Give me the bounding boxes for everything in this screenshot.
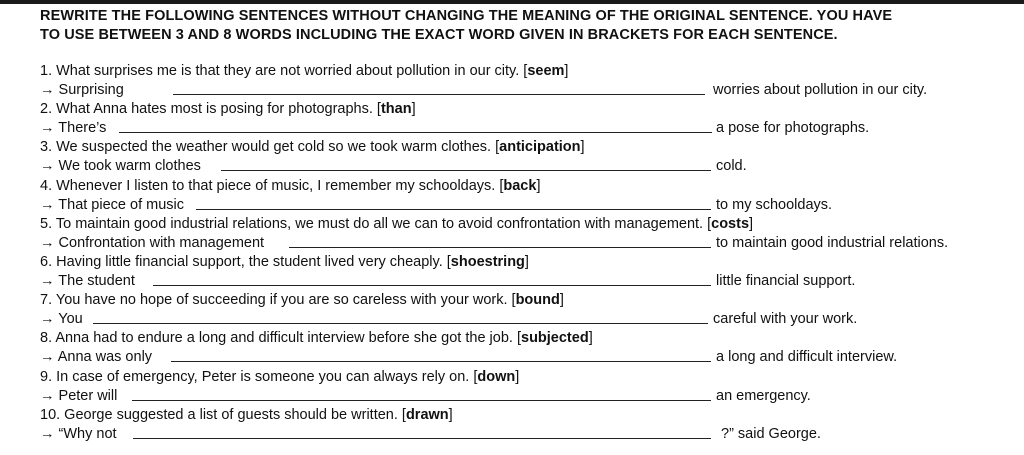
question-text: 3. We suspected the weather would get cold so we took warm clothes. [anticipation] — [40, 139, 585, 156]
exercise-item — [40, 329, 1000, 367]
exercise-item — [40, 368, 1000, 406]
answer-line — [40, 425, 1000, 444]
question-sentence: 10. George suggested a list of guests should be written. — [40, 406, 398, 423]
exercise-item — [40, 62, 1000, 100]
answer-tail: to my schooldays. — [716, 196, 833, 213]
answer-blank[interactable] — [153, 285, 711, 286]
answer-lead: → Confrontation with management — [40, 234, 265, 251]
answer-blank[interactable] — [119, 132, 712, 133]
answer-blank[interactable] — [173, 94, 705, 95]
answer-lead: → The student — [40, 273, 135, 290]
exercise-item — [40, 291, 1000, 329]
answer-blank[interactable] — [93, 323, 708, 324]
answer-tail: to maintain good industrial relations. — [716, 234, 949, 251]
keyword: down — [477, 368, 516, 385]
answer-line — [40, 310, 1000, 329]
exercise-item — [40, 215, 1000, 253]
question-sentence: 3. We suspected the weather would get cold so we took warm clothes. — [40, 139, 492, 156]
keyword: anticipation — [499, 139, 581, 156]
question-text: 4. Whenever I listen to that piece of music, I remember my schooldays. [back] — [40, 177, 541, 194]
question-sentence: 9. In case of emergency, Peter is someone you can always rely on. — [40, 368, 470, 385]
answer-lead: → Anna was only — [40, 349, 153, 366]
question-sentence: 7. You have no hope of succeeding if you are so careless with your work. — [40, 292, 508, 309]
question-text: 8. Anna had to endure a long and difficult interview before she got the job. [subjected] — [40, 330, 593, 347]
answer-lead: → You — [40, 311, 83, 328]
answer-lead: → Peter will — [40, 387, 118, 404]
exercise-item — [40, 406, 1000, 444]
instructions-line-2: TO USE BETWEEN 3 AND 8 WORDS INCLUDING THE EXACT WORD GIVEN IN BRACKETS FOR EACH SENTENCE. — [40, 27, 838, 43]
instructions — [40, 7, 1000, 45]
question-text: 9. In case of emergency, Peter is someone you can always rely on. [down] — [40, 368, 520, 385]
question-sentence: 1. What surprises me is that they are not worried about pollution in our city. — [40, 63, 520, 79]
question-text: 6. Having little financial support, the student lived very cheaply. [shoestring] — [40, 253, 529, 270]
answer-line — [40, 234, 1000, 253]
exercise-item — [40, 253, 1000, 291]
question-sentence: 8. Anna had to endure a long and difficult interview before she got the job. — [40, 330, 513, 347]
answer-blank[interactable] — [289, 247, 711, 248]
answer-tail: worries about pollution in our city. — [713, 82, 928, 99]
answer-tail: little financial support. — [716, 273, 856, 290]
answer-tail: a long and difficult interview. — [716, 349, 898, 366]
question-sentence: 2. What Anna hates most is posing for photographs. — [40, 101, 373, 118]
answer-lead: → “Why not — [40, 425, 117, 442]
answer-line — [40, 157, 1000, 176]
keyword: back — [503, 177, 537, 194]
answer-blank[interactable] — [133, 438, 711, 439]
answer-tail: ?” said George. — [721, 425, 821, 442]
answer-blank[interactable] — [171, 361, 711, 362]
answer-blank[interactable] — [221, 170, 711, 171]
answer-blank[interactable] — [132, 400, 711, 401]
answer-lead: → We took warm clothes — [40, 158, 201, 175]
answer-line — [40, 196, 1000, 215]
exercise-item — [40, 138, 1000, 176]
exercise-item — [40, 177, 1000, 215]
answer-lead: → That piece of music — [40, 196, 184, 213]
question-sentence: 6. Having little financial support, the student lived very cheaply. — [40, 253, 443, 270]
answer-line — [40, 387, 1000, 406]
answer-blank[interactable] — [196, 209, 711, 210]
answer-lead: → There’s — [40, 120, 107, 137]
keyword: drawn — [405, 406, 449, 423]
exercise-list — [40, 62, 1000, 444]
question-sentence: 4. Whenever I listen to that piece of music, I remember my schooldays. — [40, 177, 496, 194]
answer-line — [40, 272, 1000, 291]
question-text: 1. What surprises me is that they are not worried about pollution in our city. [seem] — [40, 63, 569, 79]
answer-line — [40, 81, 1000, 100]
answer-tail: careful with your work. — [713, 311, 858, 328]
keyword: costs — [711, 215, 750, 232]
answer-tail: a pose for photographs. — [716, 120, 870, 137]
keyword: than — [380, 101, 412, 118]
answer-lead: → Surprising — [40, 82, 124, 99]
question-text: 2. What Anna hates most is posing for photographs. [than] — [40, 101, 416, 118]
answer-tail: cold. — [716, 158, 747, 175]
answer-line — [40, 119, 1000, 138]
question-text: 7. You have no hope of succeeding if you are so careless with your work. [bound] — [40, 292, 564, 309]
keyword: shoestring — [450, 253, 525, 270]
keyword: bound — [515, 292, 560, 309]
answer-tail: an emergency. — [716, 387, 811, 404]
answer-line — [40, 348, 1000, 367]
question-text: 5. To maintain good industrial relations, we must do all we can to avoid confrontation with management. [costs] — [40, 215, 754, 232]
instructions-line-1: REWRITE THE FOLLOWING SENTENCES WITHOUT CHANGING THE MEANING OF THE ORIGINAL SENTENCE. YOU HAVE — [40, 8, 893, 24]
top-border — [0, 0, 1024, 4]
question-sentence: 5. To maintain good industrial relations, we must do all we can to avoid confrontation with management. — [40, 215, 704, 232]
exercise-item — [40, 100, 1000, 138]
keyword: subjected — [521, 330, 589, 347]
question-text: 10. George suggested a list of guests should be written. [drawn] — [40, 406, 453, 423]
keyword: seem — [527, 63, 565, 79]
